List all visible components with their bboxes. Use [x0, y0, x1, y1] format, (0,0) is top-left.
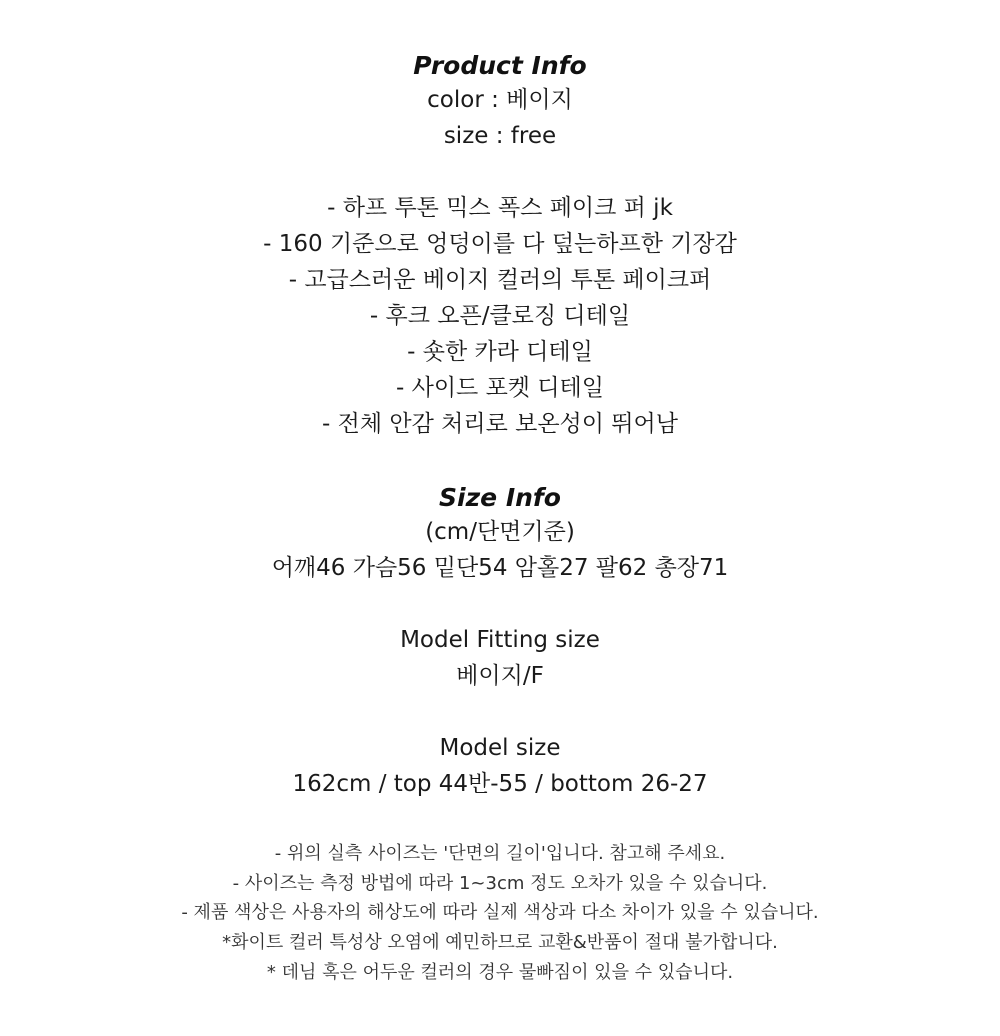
size-info-heading: Size Info — [439, 483, 561, 512]
feature-line: - 160 기준으로 엉덩이를 다 덮는하프한 기장감 — [263, 231, 737, 257]
note-line: - 사이즈는 측정 방법에 따라 1~3cm 정도 오차가 있을 수 있습니다. — [232, 873, 768, 894]
note-line: *화이트 컬러 특성상 오염에 예민하므로 교환&반품이 절대 불가합니다. — [222, 932, 778, 953]
model-fitting-value: 베이지/F — [456, 663, 544, 689]
feature-line: - 고급스러운 베이지 컬러의 투톤 페이크퍼 — [288, 267, 712, 293]
product-size: size : free — [443, 123, 557, 149]
product-info-heading: Product Info — [413, 51, 587, 80]
model-size-value: 162cm / top 44반-55 / bottom 26-27 — [292, 771, 708, 797]
feature-line: - 후크 오픈/클로징 디테일 — [369, 303, 631, 329]
feature-line: - 전체 안감 처리로 보온성이 뛰어남 — [322, 411, 678, 437]
feature-line: - 하프 투톤 믹스 폭스 페이크 퍼 jk — [327, 195, 673, 221]
note-line: - 제품 색상은 사용자의 해상도에 따라 실제 색상과 다소 차이가 있을 수 있습니다. — [181, 902, 819, 923]
feature-line: - 숏한 카라 디테일 — [407, 339, 593, 365]
note-line: * 데님 혹은 어두운 컬러의 경우 물빠짐이 있을 수 있습니다. — [266, 962, 734, 983]
product-color: color : 베이지 — [427, 87, 573, 113]
model-size-heading: Model size — [439, 735, 561, 761]
feature-line: - 사이드 포켓 디테일 — [396, 375, 604, 401]
note-line: - 위의 실측 사이즈는 '단면의 길이'입니다. 참고해 주세요. — [274, 843, 726, 864]
model-fitting-heading: Model Fitting size — [400, 627, 600, 653]
size-unit-note: (cm/단면기준) — [425, 519, 575, 545]
size-measurements: 어깨46 가슴56 밑단54 암홀27 팔62 총장71 — [271, 555, 729, 581]
